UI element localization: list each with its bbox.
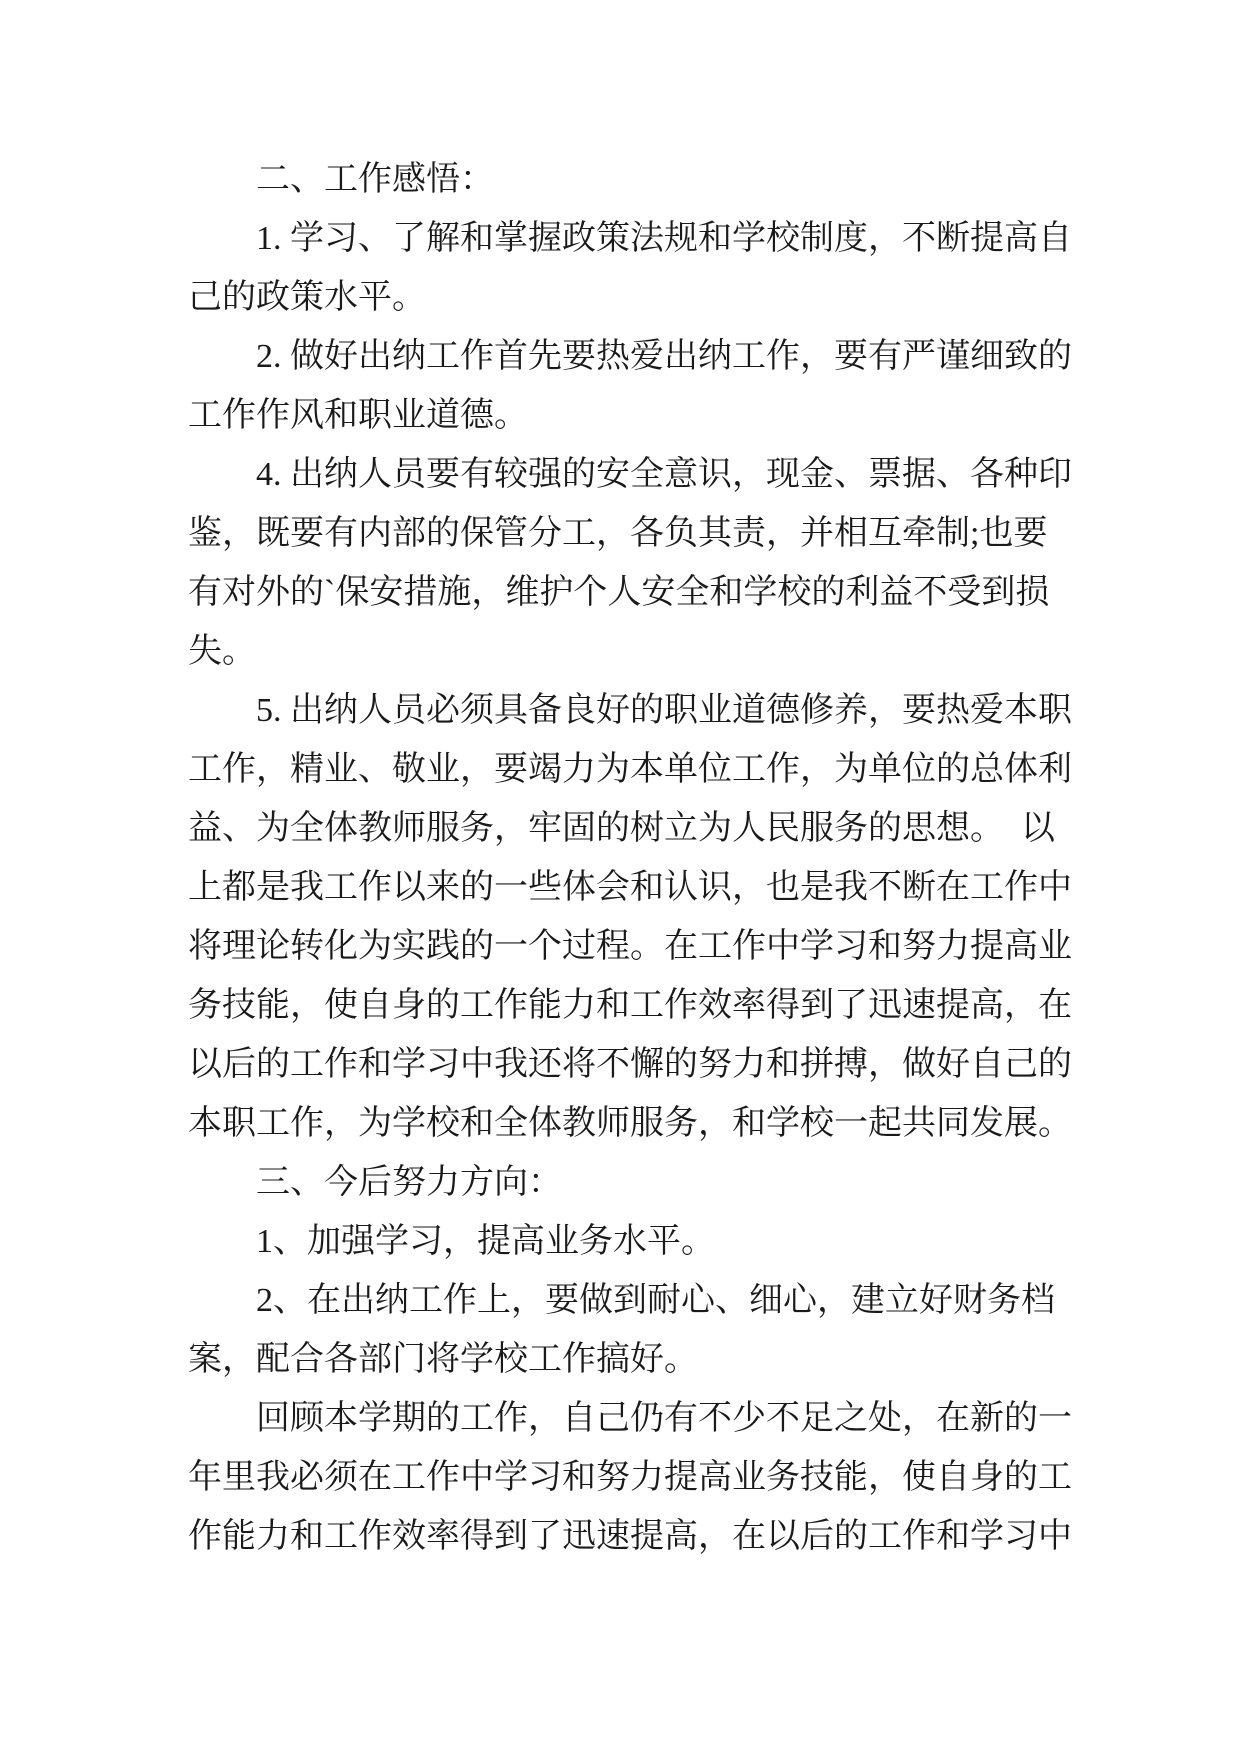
text-line: 失。 <box>188 633 256 670</box>
text-line: 作能力和工作效率得到了迅速提高，在以后的工作和学习中 <box>188 1518 1072 1555</box>
text-line: 4. 出纳人员要有较强的安全意识，现金、票据、各种印 <box>256 456 1072 493</box>
text-line: 务技能，使自身的工作能力和工作效率得到了迅速提高，在 <box>188 987 1072 1024</box>
text-line: 上都是我工作以来的一些体会和认识，也是我不断在工作中 <box>188 869 1072 906</box>
text-line: 年里我必须在工作中学习和努力提高业务技能，使自身的工 <box>188 1459 1072 1496</box>
item-1 <box>188 209 1078 327</box>
text-line: 回顾本学期的工作，自己仍有不少不足之处，在新的一 <box>256 1400 1072 1437</box>
document-body <box>188 150 1078 1566</box>
section-heading-2 <box>188 150 1078 209</box>
text-line: 1. 学习、了解和掌握政策法规和学校制度，不断提高自 <box>256 220 1072 257</box>
text-line: 1、加强学习，提高业务水平。 <box>256 1223 715 1260</box>
item-4 <box>188 445 1078 681</box>
direction-2 <box>188 1271 1078 1389</box>
text-line: 本职工作，为学校和全体教师服务，和学校一起共同发展。 <box>188 1105 1072 1142</box>
text-line: 三、今后努力方向： <box>256 1164 562 1201</box>
text-line: 5. 出纳人员必须具备良好的职业道德修养，要热爱本职 <box>256 692 1072 729</box>
text-line: 将理论转化为实践的一个过程。在工作中学习和努力提高业 <box>188 928 1072 965</box>
item-5 <box>188 681 1078 1153</box>
text-line: 工作作风和职业道德。 <box>188 397 528 434</box>
text-line: 2. 做好出纳工作首先要热爱出纳工作，要有严谨细致的 <box>256 338 1072 375</box>
text-line: 有对外的`保安措施，维护个人安全和学校的利益不受到损 <box>188 574 1050 611</box>
text-line: 以后的工作和学习中我还将不懈的努力和拼搏，做好自己的 <box>188 1046 1072 1083</box>
text-line: 己的政策水平。 <box>188 279 426 316</box>
item-2 <box>188 327 1078 445</box>
text-line: 二、工作感悟： <box>256 161 494 198</box>
closing-paragraph <box>188 1389 1078 1566</box>
text-line: 案，配合各部门将学校工作搞好。 <box>188 1341 698 1378</box>
text-line: 益、为全体教师服务，牢固的树立为人民服务的思想。 以 <box>188 810 1055 847</box>
text-line: 2、在出纳工作上，要做到耐心、细心，建立好财务档 <box>256 1282 1055 1319</box>
text-line: 工作，精业、敬业，要竭力为本单位工作，为单位的总体利 <box>188 751 1072 788</box>
direction-1 <box>188 1212 1078 1271</box>
text-line: 鉴，既要有内部的保管分工，各负其责，并相互牵制;也要 <box>188 515 1048 552</box>
section-heading-3 <box>188 1153 1078 1212</box>
